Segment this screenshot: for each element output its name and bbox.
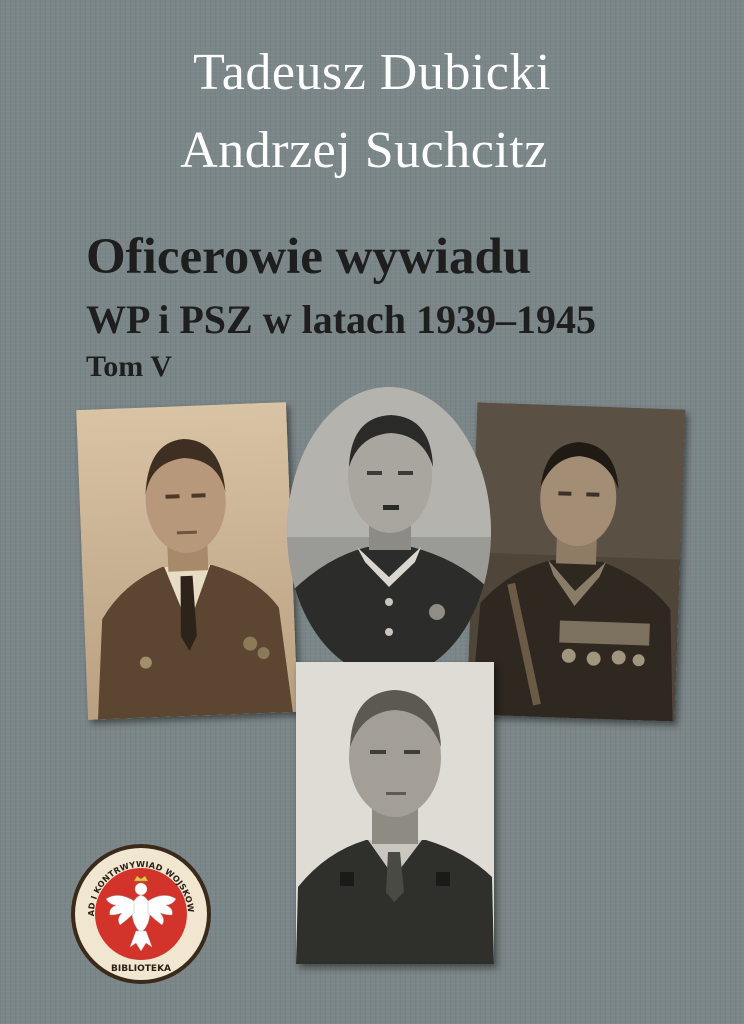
author-name-2: Andrzej Suchcitz: [180, 122, 548, 179]
author-name-1: Tadeusz Dubicki: [193, 44, 551, 101]
book-subtitle: WP i PSZ w latach 1939–1945: [86, 297, 597, 342]
volume-label: Tom V: [86, 350, 172, 383]
officer-portrait-3: [467, 402, 686, 721]
book-title: Oficerowie wywiadu: [86, 229, 532, 285]
officer-portrait-1: [76, 402, 298, 720]
badge-label: BIBLIOTEKA: [110, 964, 172, 974]
badge-ring-text: AD I KONTRWYWIAD WOJSKOW: [85, 858, 197, 917]
library-badge: [70, 843, 212, 985]
officer-portrait-4: [296, 662, 494, 964]
officer-portrait-2: [287, 387, 491, 677]
